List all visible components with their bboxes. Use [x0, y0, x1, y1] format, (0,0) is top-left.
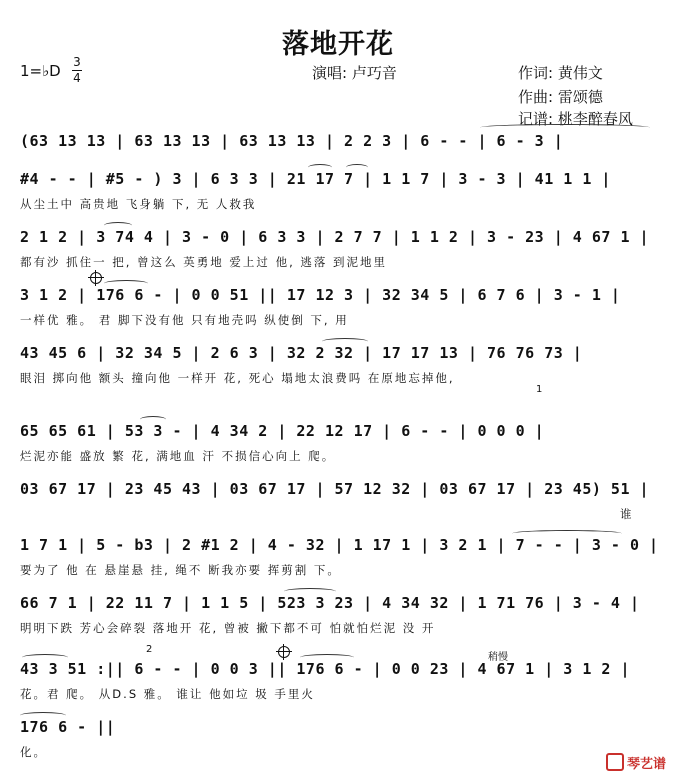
slur-mark [140, 416, 166, 423]
notation-line: 66 7 1 | 22 11 7 | 1 1 5 | 523 3 23 | 4 34 32 | 1 71 76 | 3 - 4 | [20, 594, 640, 612]
notation-line: #4 - - | #5 - ) 3 | 6 3 3 | 21 17 7 | 1 1 7 | 3 - 3 | 41 1 1 | [20, 170, 611, 188]
slur-mark [104, 280, 148, 287]
lyric-line: 烂泥亦能 盛放 繁 花, 满地血 汗 不损信心向上 爬。 [20, 449, 336, 463]
coda-icon [90, 272, 102, 284]
slur-mark [480, 124, 650, 131]
transcriber-credit: 记谱: 桃李醉春风 [518, 110, 633, 128]
brand-logo-icon [606, 753, 624, 771]
notation-line: (63 13 13 | 63 13 13 | 63 13 13 | 2 2 3 | 6 - - | 6 - 3 | [20, 132, 564, 150]
time-signature-top: 3 [73, 55, 81, 69]
lyric-line: 一样优 雅。 君 脚下没有他 只有地壳吗 纵使倒 下, 用 [20, 313, 349, 327]
notation-line: 43 3 51 :|| 6 - - | 0 0 3 || 176 6 - | 0 0 23 | 4 67 1 | 3 1 2 | [20, 660, 630, 678]
notation-line: 2 1 2 | 3 74 4 | 3 - 0 | 6 3 3 | 2 7 7 | 1 1 2 | 3 - 23 | 4 67 1 | [20, 228, 650, 246]
lyric-line: 明明下跌 芳心会碎裂 落地开 花, 曾被 撇下都不可 怕就怕烂泥 没 开 [20, 621, 436, 635]
time-signature-bottom: 4 [73, 71, 81, 85]
slur-mark [104, 222, 132, 229]
page-title: 落地开花 [282, 29, 394, 60]
lyric-line: 要为了 他 在 悬崖悬 挂, 绳不 断我亦要 挥剪割 下。 [20, 563, 341, 577]
composer-credit: 作曲: 雷颂德 [518, 88, 603, 106]
notation-line: 1 7 1 | 5 - b3 | 2 #1 2 | 4 - 32 | 1 17 1 | 3 2 1 | 7 - - | 3 - 0 | [20, 536, 659, 554]
watermark-text: 琴艺谱 [626, 757, 666, 772]
site-watermark [606, 753, 666, 772]
notation-line: 176 6 - || [20, 718, 116, 736]
lyric-line: 谁 [620, 507, 634, 521]
slur-mark [308, 164, 332, 171]
lyric-line: 化。 [20, 745, 47, 759]
slur-mark [284, 588, 336, 595]
tempo-marking: 稍慢 [488, 652, 508, 663]
notation-line: 43 45 6 | 32 34 5 | 2 6 3 | 32 2 32 | 17 17 13 | 76 76 73 | [20, 344, 583, 362]
slur-mark [346, 164, 368, 171]
notation-line: 03 67 17 | 23 45 43 | 03 67 17 | 57 12 32 | 03 67 17 | 23 45) 51 | [20, 480, 650, 498]
lyricist-credit: 作词: 黄伟文 [518, 64, 603, 82]
time-signature [72, 56, 82, 85]
singer-credit: 演唱: 卢巧音 [312, 64, 397, 82]
lyric-line: 花。君 爬。 从D.S 雅。 谁让 他如垃 圾 手里火 [20, 687, 315, 701]
key-signature: 1=♭D [20, 62, 61, 80]
slur-mark [512, 530, 622, 537]
lyric-line: 从尘土中 高贵地 飞身躺 下, 无 人救我 [20, 197, 257, 211]
volta-1-label: 1 [536, 384, 543, 395]
slur-mark [20, 712, 66, 719]
slur-mark [322, 338, 368, 345]
notation-line: 65 65 61 | 53 3 - | 4 34 2 | 22 12 17 | 6 - - | 0 0 0 | [20, 422, 545, 440]
lyric-line: 眼泪 掷向他 额头 撞向他 一样开 花, 死心 塌地太浪费吗 在原地忘掉他, [20, 371, 455, 385]
slur-mark [300, 654, 354, 661]
volta-2-label: 2 [146, 644, 153, 655]
slur-mark [22, 654, 68, 661]
notation-line: 3 1 2 | 176 6 - | 0 0 51 || 17 12 3 | 32 34 5 | 6 7 6 | 3 - 1 | [20, 286, 621, 304]
coda-icon [278, 646, 290, 658]
lyric-line: 都有沙 抓住一 把, 曾这么 英勇地 爱上过 他, 逃落 到泥地里 [20, 255, 388, 269]
